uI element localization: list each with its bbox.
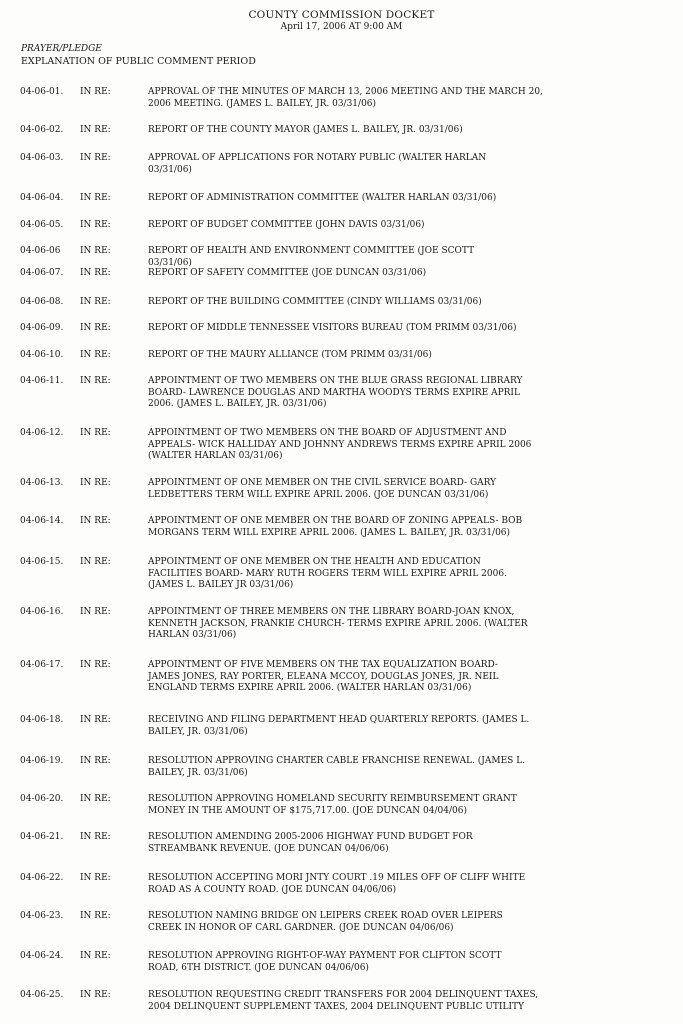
item-number: 04-06-20. <box>20 794 64 804</box>
item-description <box>148 756 628 779</box>
item-description-line: ENGLAND TERMS EXPIRE APRIL 2006. (WALTER HARLAN 03/31/06) <box>148 683 472 693</box>
item-description-line: APPOINTMENT OF ONE MEMBER ON THE HEALTH AND EDUCATION <box>148 557 481 567</box>
item-description-line: REPORT OF SAFETY COMMITTEE (JOE DUNCAN 03/31/06) <box>148 268 427 278</box>
in-re-label: IN RE: <box>80 557 111 567</box>
item-description-line: CREEK IN HONOR OF CARL GARDNER. (JOE DUNCAN 04/06/06) <box>148 922 454 933</box>
item-description <box>148 87 628 110</box>
in-re-label: IN RE: <box>80 516 111 526</box>
item-description-line: RESOLUTION ACCEPTING MORI JNTY COURT .19 MILES OFF OF CLIFF WHITE <box>148 873 526 883</box>
item-description <box>148 268 628 280</box>
item-description-line: BAILEY, JR. 03/31/06) <box>148 767 248 778</box>
docket-title: COUNTY COMMISSION DOCKET <box>248 9 435 21</box>
item-description-line: REPORT OF HEALTH AND ENVIRONMENT COMMITTEE (JOE SCOTT <box>148 246 475 256</box>
item-description-line: HARLAN 03/31/06) <box>148 630 237 640</box>
item-description <box>148 715 628 738</box>
item-description-line: RECEIVING AND FILING DEPARTMENT HEAD QUARTERLY REPORTS. (JAMES L. <box>148 715 530 725</box>
in-re-label: IN RE: <box>80 153 111 163</box>
item-description-line: MONEY IN THE AMOUNT OF $175,717.00. (JOE DUNCAN 04/04/06) <box>148 805 467 816</box>
item-number: 04-06-07. <box>20 268 64 278</box>
item-description <box>148 220 628 232</box>
in-re-label: IN RE: <box>80 660 111 670</box>
item-number: 04-06-16. <box>20 607 64 617</box>
item-description <box>148 153 628 176</box>
in-re-label: IN RE: <box>80 87 111 97</box>
public-comment-explanation: EXPLANATION OF PUBLIC COMMENT PERIOD <box>21 56 256 67</box>
in-re-label: IN RE: <box>80 125 111 135</box>
item-description-line: RESOLUTION APPROVING RIGHT-OF-WAY PAYMENT FOR CLIFTON SCOTT <box>148 951 502 961</box>
item-description <box>148 951 628 974</box>
item-number: 04-06-15. <box>20 557 64 567</box>
item-description-line: APPROVAL OF APPLICATIONS FOR NOTARY PUBLIC (WALTER HARLAN <box>148 153 487 163</box>
item-description-line: KENNETH JACKSON, FRANKIE CHURCH- TERMS EXPIRE APRIL 2006. (WALTER <box>148 618 528 629</box>
item-description-line: REPORT OF MIDDLE TENNESSEE VISITORS BUREAU (TOM PRIMM 03/31/06) <box>148 323 517 333</box>
item-description-line: 2004 DELINQUENT SUPPLEMENT TAXES, 2004 DELINQUENT PUBLIC UTILITY <box>148 1001 524 1012</box>
item-description <box>148 557 628 592</box>
prayer-pledge: PRAYER/PLEDGE <box>21 44 102 54</box>
item-description-line: ROAD AS A COUNTY ROAD. (JOE DUNCAN 04/06/06) <box>148 884 397 895</box>
in-re-label: IN RE: <box>80 478 111 488</box>
item-number: 04-06-02. <box>20 125 64 135</box>
item-description-line: REPORT OF BUDGET COMMITTEE (JOHN DAVIS 03/31/06) <box>148 220 425 230</box>
item-description-line: (JAMES L. BAILEY JR 03/31/06) <box>148 580 294 590</box>
item-description <box>148 125 628 137</box>
in-re-label: IN RE: <box>80 951 111 961</box>
item-description-line: ROAD, 6TH DISTRICT. (JOE DUNCAN 04/06/06) <box>148 962 369 973</box>
item-description-line: 2006. (JAMES L. BAILEY, JR. 03/31/06) <box>148 399 327 409</box>
item-number: 04-06-05. <box>20 220 64 230</box>
in-re-label: IN RE: <box>80 220 111 230</box>
item-description-line: BAILEY, JR. 03/31/06) <box>148 726 248 737</box>
in-re-label: IN RE: <box>80 794 111 804</box>
in-re-label: IN RE: <box>80 323 111 333</box>
item-description <box>148 660 628 695</box>
item-number: 04-06-10. <box>20 350 64 360</box>
item-description <box>148 478 628 501</box>
item-description <box>148 323 628 335</box>
item-description-line: APPROVAL OF THE MINUTES OF MARCH 13, 2006 MEETING AND THE MARCH 20, <box>148 87 543 97</box>
item-description <box>148 873 628 896</box>
item-description-line: APPOINTMENT OF ONE MEMBER ON THE BOARD OF ZONING APPEALS- BOB <box>148 516 523 526</box>
in-re-label: IN RE: <box>80 193 111 203</box>
item-description <box>148 911 628 934</box>
item-description-line: RESOLUTION NAMING BRIDGE ON LEIPERS CREEK ROAD OVER LEIPERS <box>148 911 503 921</box>
item-description-line: RESOLUTION AMENDING 2005-2006 HIGHWAY FUND BUDGET FOR <box>148 832 473 842</box>
item-description <box>148 832 628 855</box>
item-number: 04-06-21. <box>20 832 64 842</box>
item-description-line: 03/31/06) <box>148 164 192 175</box>
item-description <box>148 607 628 642</box>
item-number: 04-06-14. <box>20 516 64 526</box>
item-description-line: 2006 MEETING. (JAMES L. BAILEY, JR. 03/31/06) <box>148 98 377 109</box>
item-description-line: RESOLUTION APPROVING CHARTER CABLE FRANCHISE RENEWAL. (JAMES L. <box>148 756 526 766</box>
in-re-label: IN RE: <box>80 268 111 278</box>
item-description-line: RESOLUTION APPROVING HOMELAND SECURITY REIMBURSEMENT GRANT <box>148 794 517 804</box>
in-re-label: IN RE: <box>80 990 111 1000</box>
in-re-label: IN RE: <box>80 715 111 725</box>
in-re-label: IN RE: <box>80 832 111 842</box>
item-description-line: REPORT OF THE MAURY ALLIANCE (TOM PRIMM 03/31/06) <box>148 350 432 360</box>
in-re-label: IN RE: <box>80 297 111 307</box>
item-description-line: RESOLUTION REQUESTING CREDIT TRANSFERS FOR 2004 DELINQUENT TAXES, <box>148 990 539 1000</box>
in-re-label: IN RE: <box>80 911 111 921</box>
item-description <box>148 428 628 463</box>
item-description-line: APPOINTMENT OF THREE MEMBERS ON THE LIBRARY BOARD-JOAN KNOX, <box>148 607 515 617</box>
item-description-line: BOARD- LAWRENCE DOUGLAS AND MARTHA WOODYS TERMS EXPIRE APRIL <box>148 387 520 398</box>
item-description <box>148 350 628 362</box>
item-number: 04-06-08. <box>20 297 64 307</box>
item-number: 04-06-01. <box>20 87 64 97</box>
item-number: 04-06-23. <box>20 911 64 921</box>
item-description-line: REPORT OF THE COUNTY MAYOR (JAMES L. BAILEY, JR. 03/31/06) <box>148 125 463 135</box>
item-number: 04-06-18. <box>20 715 64 725</box>
item-description-line: REPORT OF THE BUILDING COMMITTEE (CINDY WILLIAMS 03/31/06) <box>148 297 482 307</box>
item-number: 04-06-11. <box>20 376 64 386</box>
item-description <box>148 990 628 1013</box>
item-number: 04-06-06 <box>20 246 61 256</box>
item-number: 04-06-13. <box>20 478 64 488</box>
docket-date: April 17, 2006 AT 9:00 AM <box>280 22 403 32</box>
item-number: 04-06-12. <box>20 428 64 438</box>
item-description <box>148 376 628 411</box>
item-number: 04-06-25. <box>20 990 64 1000</box>
item-number: 04-06-19. <box>20 756 64 766</box>
item-description-line: APPEALS- WICK HALLIDAY AND JOHNNY ANDREWS TERMS EXPIRE APRIL 2006 <box>148 439 532 450</box>
in-re-label: IN RE: <box>80 428 111 438</box>
item-description-line: REPORT OF ADMINISTRATION COMMITTEE (WALTER HARLAN 03/31/06) <box>148 193 497 203</box>
item-description <box>148 297 628 309</box>
item-description <box>148 193 628 205</box>
item-description-line: STREAMBANK REVENUE. (JOE DUNCAN 04/06/06) <box>148 843 389 854</box>
item-description-line: 03/31/06) <box>148 257 192 268</box>
item-description-line: MORGANS TERM WILL EXPIRE APRIL 2006. (JAMES L. BAILEY, JR. 03/31/06) <box>148 527 511 538</box>
in-re-label: IN RE: <box>80 756 111 766</box>
item-description-line: APPOINTMENT OF ONE MEMBER ON THE CIVIL SERVICE BOARD- GARY <box>148 478 497 488</box>
item-number: 04-06-09. <box>20 323 64 333</box>
item-description-line: (WALTER HARLAN 03/31/06) <box>148 451 283 461</box>
item-description-line: APPOINTMENT OF FIVE MEMBERS ON THE TAX EQUALIZATION BOARD- <box>148 660 498 670</box>
item-number: 04-06-24. <box>20 951 64 961</box>
in-re-label: IN RE: <box>80 376 111 386</box>
item-number: 04-06-22. <box>20 873 64 883</box>
in-re-label: IN RE: <box>80 350 111 360</box>
item-description <box>148 516 628 539</box>
in-re-label: IN RE: <box>80 246 111 256</box>
item-description-line: LEDBETTERS TERM WILL EXPIRE APRIL 2006. (JOE DUNCAN 03/31/06) <box>148 489 489 500</box>
item-description-line: FACILITIES BOARD- MARY RUTH ROGERS TERM WILL EXPIRE APRIL 2006. <box>148 568 507 579</box>
item-description-line: APPOINTMENT OF TWO MEMBERS ON THE BLUE GRASS REGIONAL LIBRARY <box>148 376 523 386</box>
item-description-line: JAMES JONES, RAY PORTER, ELEANA MCCOY, DOUGLAS JONES, JR. NEIL <box>148 671 499 682</box>
item-number: 04-06-17. <box>20 660 64 670</box>
in-re-label: IN RE: <box>80 607 111 617</box>
item-description-line: APPOINTMENT OF TWO MEMBERS ON THE BOARD OF ADJUSTMENT AND <box>148 428 507 438</box>
item-number: 04-06-03. <box>20 153 64 163</box>
item-description <box>148 794 628 817</box>
item-number: 04-06-04. <box>20 193 64 203</box>
in-re-label: IN RE: <box>80 873 111 883</box>
item-description <box>148 246 628 269</box>
